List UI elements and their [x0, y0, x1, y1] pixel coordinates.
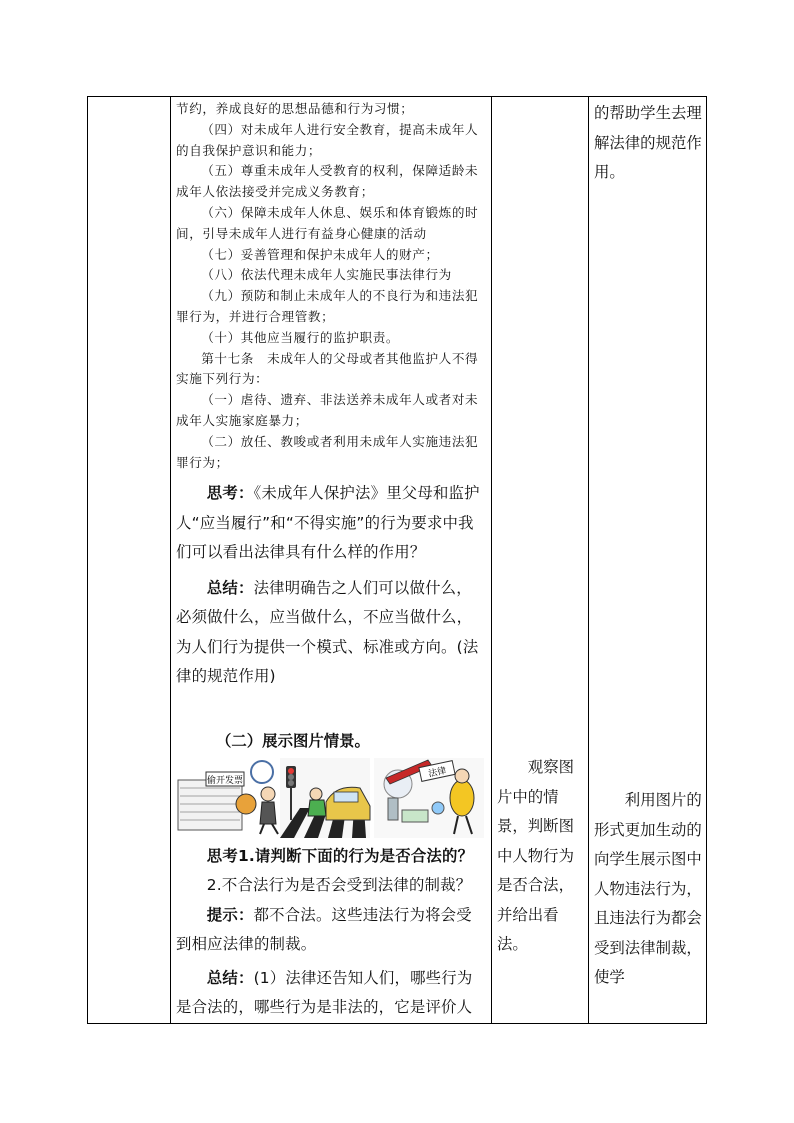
summary-paragraph-2 — [176, 964, 487, 1023]
law-line: （二）放任、教唆或者利用未成年人实施违法犯罪行为； — [176, 433, 479, 470]
law-line: （十）其他应当履行的监护职责。 — [201, 329, 400, 345]
law-sign-label: 法律 — [427, 766, 448, 780]
law-line: （六）保障未成年人休息、娱乐和体育锻炼的时间，引导未成年人进行有益身心健康的活动 — [176, 204, 479, 241]
law-sign-scene — [374, 758, 484, 838]
hint-paragraph — [176, 901, 487, 960]
law-line: （八）依法代理未成年人实施民事法律行为 — [201, 267, 452, 283]
summary-paragraph — [176, 574, 487, 692]
student-activity-text: 观察图片中的情景，判断图中人物行为是否合法，并给出看法。 — [497, 758, 574, 953]
law-excerpt — [176, 97, 487, 473]
law-line: （七）妥善管理和保护未成年人的财产； — [201, 246, 439, 262]
summary-label-2: 总结： — [206, 968, 254, 987]
design-intent-bottom: 利用图片的形式更加生动的向学生展示图中人物违法行为，且违法行为都会受到法律制裁，使学 — [594, 791, 702, 986]
law-line: 节约，养成良好的思想品德和行为习惯； — [176, 101, 414, 116]
think-paragraph — [176, 479, 487, 568]
design-intent-column — [589, 97, 706, 1023]
think-text: 《未成年人保护法》里父母和监护人“应当履行”和“不得实施”的行为要求中我们可以看出法律具有什么样的作用？ — [176, 484, 480, 562]
crosswalk-scene — [280, 758, 370, 838]
summary-text: 法律明确告之人们可以做什么，必须做什么，应当做什么，不应当做什么，为人们行为提供一个模式、标准或方向。(法律的规范作用) — [176, 578, 479, 686]
summary-text-2: (1）法律还告知人们，哪些行为是合法的，哪些行为是非法的，它是评价人 — [176, 968, 473, 1017]
newspaper-label: 偷开发票 — [206, 775, 244, 786]
law-line: （五）尊重未成年人受教育的权利，保障适龄未成年人依法接受并完成义务教育； — [176, 163, 479, 200]
student-activity-column — [492, 97, 588, 1023]
lesson-table — [87, 96, 707, 1024]
section-title: （二）展示图片情景。 — [216, 731, 370, 750]
law-line: 第十七条 未成年人的父母或者其他监护人不得实施下列行为： — [176, 350, 479, 387]
law-line: （四）对未成年人进行安全教育，提高未成年人的自我保护意识和能力； — [176, 121, 479, 158]
think-question-2: 2.不合法行为是否会受到法律的制裁？ — [206, 876, 472, 895]
law-line: （一）虐待、遗弃、非法送养未成年人或者对未成年人实施家庭暴力； — [176, 392, 479, 428]
teaching-content-column — [171, 97, 491, 1023]
law-line: （九）预防和制止未成年人的不良行为和违法犯罪行为，并进行合理管教； — [176, 288, 479, 324]
situation-illustration — [176, 758, 486, 838]
design-intent-top: 的帮助学生去理解法律的规范作用。 — [594, 104, 702, 181]
think-label: 思考： — [206, 484, 254, 503]
summary-label: 总结： — [206, 578, 254, 597]
hint-label: 提示： — [206, 905, 254, 924]
think-question-1: 思考1.请判断下面的行为是否合法的？ — [206, 846, 474, 865]
hint-text: 都不合法。这些违法行为将会受到相应法律的制裁。 — [176, 905, 472, 954]
newspaper-scene — [178, 761, 278, 834]
